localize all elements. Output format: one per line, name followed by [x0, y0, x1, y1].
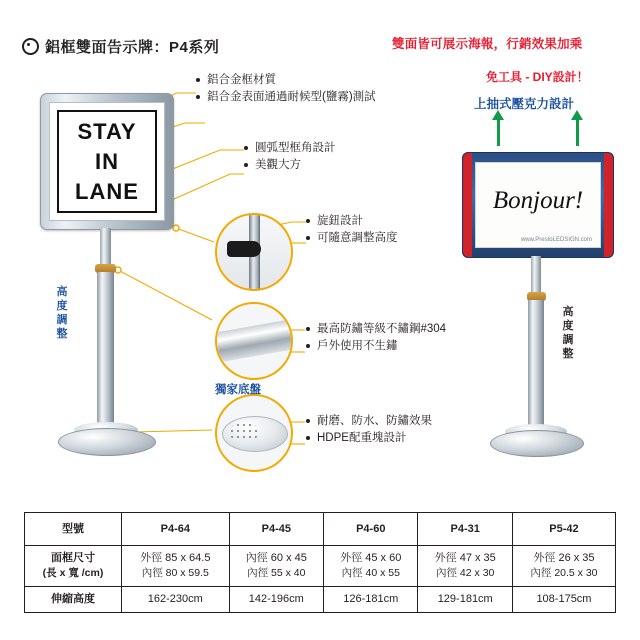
arrow-up-right-stem — [576, 118, 579, 146]
callout-base — [306, 413, 432, 447]
left-sign-line3: LANE — [75, 179, 139, 204]
table-col-1: P4-64 — [122, 513, 230, 546]
callout-frame-item-1: 鋁合金框材質 — [196, 72, 376, 89]
table-row-label-height: 伸縮高度 — [25, 587, 122, 613]
cell-inner: 內徑 20.5 x 30 — [530, 567, 598, 579]
callout-knob-item-1: 旋鈕設計 — [306, 213, 398, 230]
cell-size-p4-31 — [418, 546, 512, 587]
right-sign-stripe-right — [604, 153, 613, 257]
detail-photo-tube — [215, 302, 293, 380]
row-label-size-main: 面框尺寸 — [51, 552, 95, 564]
callout-tube — [306, 321, 446, 355]
right-sign-stripe-left — [463, 153, 472, 257]
right-sign-url: www.PrestoLEDSIGN.com — [520, 237, 592, 243]
detail-photo-knob — [215, 213, 293, 291]
left-base-disc — [58, 428, 156, 456]
callout-base-item-1: 耐磨、防水、防鏽效果 — [306, 413, 432, 430]
arrow-up-left-stem — [497, 118, 500, 146]
stainless-tube-shape — [215, 319, 293, 363]
callout-knob — [306, 213, 398, 247]
right-height-label: 高 度 調 整 — [562, 306, 574, 360]
cell-inner: 內徑 55 x 40 — [247, 567, 306, 579]
cell-size-p5-42 — [512, 546, 615, 587]
table-col-5: P5-42 — [512, 513, 615, 546]
callout-tube-item-2: 戶外使用不生鏽 — [306, 338, 446, 355]
table-row-label-size — [25, 546, 122, 587]
table-col-4: P4-31 — [418, 513, 512, 546]
cell-outer: 外徑 26 x 35 — [533, 552, 595, 564]
spec-table — [24, 512, 616, 613]
page-title — [22, 36, 219, 57]
cell-size-p4-60 — [324, 546, 418, 587]
knob-handle-shape — [227, 241, 261, 257]
callout-frame-item-2: 鋁合金表面通過耐候型(鹽霧)測試 — [196, 89, 376, 106]
right-sign-face — [475, 162, 601, 248]
badge-acrylic: 上抽式壓克力設計 — [474, 97, 575, 111]
cell-size-p4-64 — [122, 546, 230, 587]
cell-height-p4-64: 162-230cm — [122, 587, 230, 613]
left-sign-frame — [40, 93, 174, 230]
table-col-2: P4-45 — [229, 513, 323, 546]
callout-base-heading — [215, 382, 261, 399]
page-title-text: 鋁框雙面告示牌：P4系列 — [45, 39, 220, 56]
base-texture-shape — [229, 422, 259, 442]
arrow-up-left-icon — [492, 110, 504, 120]
cell-outer: 內徑 60 x 45 — [245, 552, 307, 564]
right-sign-text: Bonjour! — [492, 187, 584, 214]
callout-tube-item-1: 最高防鏽等級不鏽鋼#304 — [306, 321, 446, 338]
left-pole-lower — [97, 272, 114, 435]
right-sign-frame — [462, 152, 614, 258]
detail-photo-base — [215, 394, 293, 472]
callout-corner — [244, 140, 336, 174]
cell-inner: 內徑 80 x 59.5 — [141, 567, 209, 579]
table-row — [25, 587, 616, 613]
table-col-3: P4-60 — [324, 513, 418, 546]
bullet-icon — [22, 38, 39, 55]
callout-base-heading-text: 獨家底盤 — [215, 384, 261, 396]
badge-diy: 免工具 - DIY設計！ — [486, 70, 589, 84]
arrow-up-right-icon — [571, 110, 583, 120]
left-sign-text — [50, 117, 164, 207]
left-sign-face — [49, 102, 165, 221]
cell-height-p4-45: 142-196cm — [229, 587, 323, 613]
callout-knob-item-2: 可隨意調整高度 — [306, 230, 398, 247]
table-row — [25, 546, 616, 587]
table-col-0: 型號 — [25, 513, 122, 546]
cell-height-p4-31: 129-181cm — [418, 587, 512, 613]
cell-inner: 內徑 40 x 55 — [341, 567, 400, 579]
right-pole-lower — [528, 300, 544, 436]
left-pole-upper — [100, 228, 111, 268]
table-header-row — [25, 513, 616, 546]
cell-height-p4-60: 126-181cm — [324, 587, 418, 613]
cell-outer: 外徑 45 x 60 — [340, 552, 402, 564]
row-label-size-sub: (長 x 寬 /cm) — [42, 567, 104, 579]
left-sign-line1: STAY — [77, 119, 137, 144]
right-pole-upper — [531, 256, 541, 296]
cell-inner: 內徑 42 x 30 — [436, 567, 495, 579]
callout-corner-item-2: 美觀大方 — [244, 157, 336, 174]
left-height-label: 高 度 調 整 — [56, 286, 68, 340]
tagline-text: 雙面皆可展示海報，行銷效果加乘 — [392, 37, 583, 51]
callout-base-item-2: HDPE配重塊設計 — [306, 430, 432, 447]
cell-outer: 外徑 47 x 35 — [434, 552, 496, 564]
cell-outer: 外徑 85 x 64.5 — [140, 552, 211, 564]
cell-size-p4-45 — [229, 546, 323, 587]
callout-frame — [196, 72, 376, 106]
cell-height-p5-42: 108-175cm — [512, 587, 615, 613]
left-sign-line2: IN — [95, 149, 119, 174]
right-base-disc — [490, 430, 584, 457]
callout-corner-item-1: 圓弧型框角設計 — [244, 140, 336, 157]
